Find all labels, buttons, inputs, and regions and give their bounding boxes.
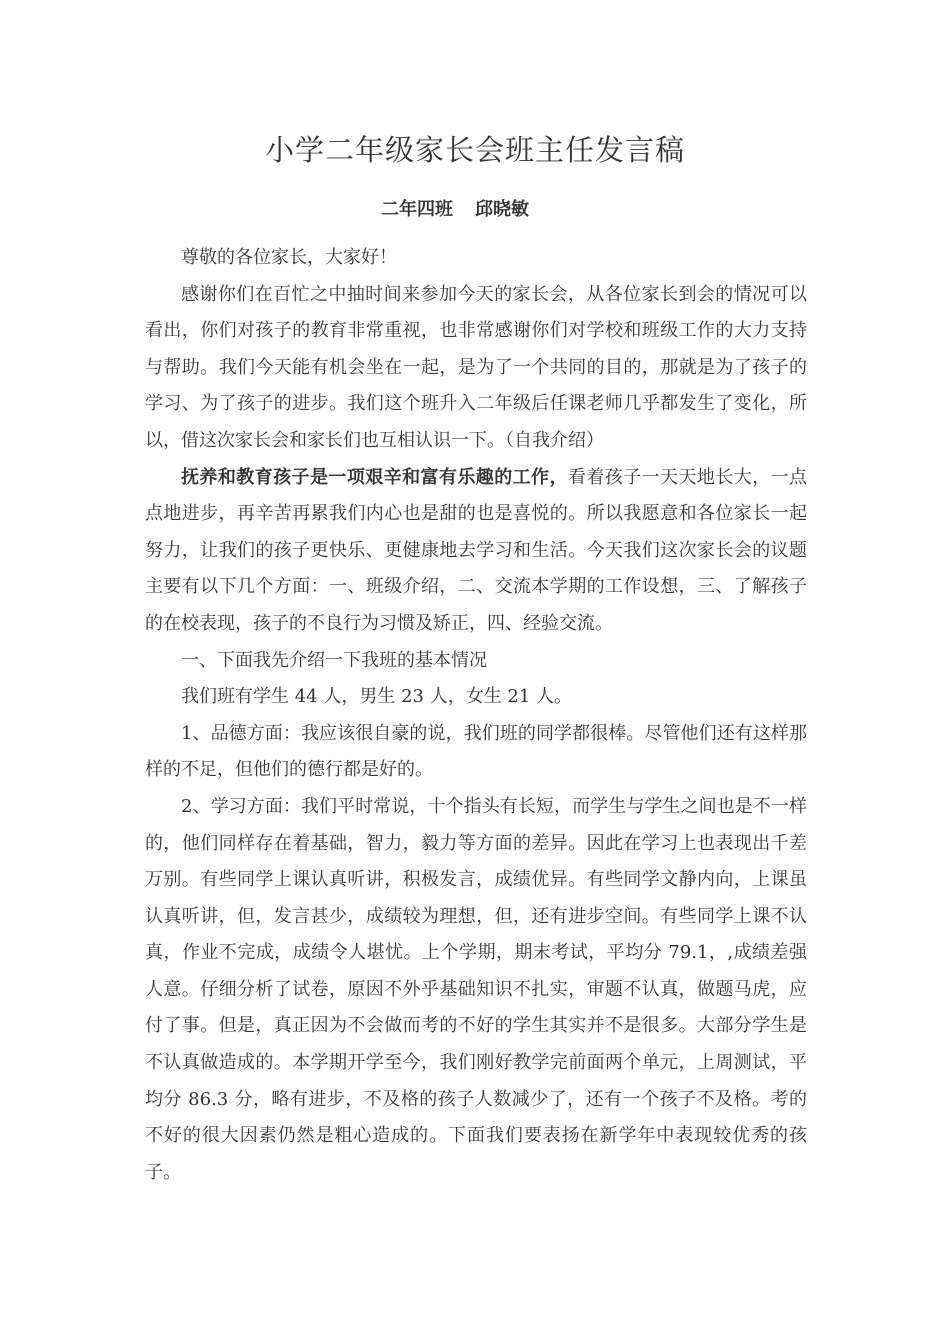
paragraph-text: 看着孩子一天天地长大，一点点地进步，再辛苦再累我们内心也是甜的也是喜悦的。所以我愿意和各位家长一起努力，让我们的孩子更快乐、更健康地去学习和生活。今天我们这次家长会的议题主要有以下几个方面：一、班级介绍，二、交流本学期的工作设想，三、了解孩子的在校表现，孩子的不良行为习惯及矫正，四、经验交流。 xyxy=(145,466,808,634)
paragraph-section-heading xyxy=(145,643,807,680)
paragraph-agenda xyxy=(145,460,807,643)
paragraph-text: 一、下面我先介绍一下我班的基本情况 xyxy=(181,649,487,671)
paragraph-text: 2、学习方面：我们平时常说，十个指头有长短，而学生与学生之间也是不一样的，他们同样存在着基础，智力，毅力等方面的差异。因此在学习上也表现出千差万别。有些同学上课认真听讲，积极发言，成绩优异。有些同学文静内向，上课虽认真听讲，但，发言甚少，成绩较为理想，但，还有进步空间。有些同学上课不认真，作业不完成，成绩令人堪忧。上个学期，期末考试，平均分 79.1，,成绩差强人意。仔细分析了试卷，原因不外乎基础知识不扎实，审题不认真，做题马虎，应付了事。但是，真正因为不会做而考的不好的学生其实并不是很多。大部分学生是不认真做造成的。本学期开学至今，我们刚好教学完前面两个单元，上周测试，平均分 86.3 分，略有进步，不及格的孩子人数减少了，还有一个孩子不及格。考的不好的很大因素仍然是粗心造成的。下面我们要表扬在新学年中表现较优秀的孩子。 xyxy=(145,795,807,1183)
paragraph-study xyxy=(145,789,807,1192)
paragraph-text: 尊敬的各位家长，大家好！ xyxy=(181,247,397,268)
paragraph-text: 我们班有学生 44 人，男生 23 人，女生 21 人。 xyxy=(181,686,573,708)
paragraph-morality xyxy=(145,716,807,789)
paragraph-class-size xyxy=(145,679,807,716)
paragraph-text: 1、品德方面：我应该很自豪的说，我们班的同学都很棒。尽管他们还有这样那样的不足，但他们的德行都是好的。 xyxy=(145,722,807,781)
document-byline xyxy=(0,196,910,224)
paragraph-thanks xyxy=(145,277,807,460)
paragraph-bold-lead: 抚养和教育孩子是一项艰辛和富有乐趣的工作， xyxy=(181,466,568,488)
document-body xyxy=(145,240,807,1191)
class-name: 二年四班 xyxy=(381,199,453,220)
paragraph-greeting xyxy=(145,240,807,277)
paragraph-text: 感谢你们在百忙之中抽时间来参加今天的家长会，从各位家长到会的情况可以看出，你们对孩子的教育非常重视，也非常感谢你们对学校和班级工作的大力支持与帮助。我们今天能有机会坐在一起，是为了一个共同的目的，那就是为了孩子的学习、为了孩子的进步。我们这个班升入二年级后任课老师几乎都发生了变化，所以，借这次家长会和家长们也互相认识一下。（自我介绍） xyxy=(145,283,807,451)
author-name: 邱晓敏 xyxy=(475,199,529,220)
document-title: 小学二年级家长会班主任发言稿 xyxy=(264,133,685,167)
